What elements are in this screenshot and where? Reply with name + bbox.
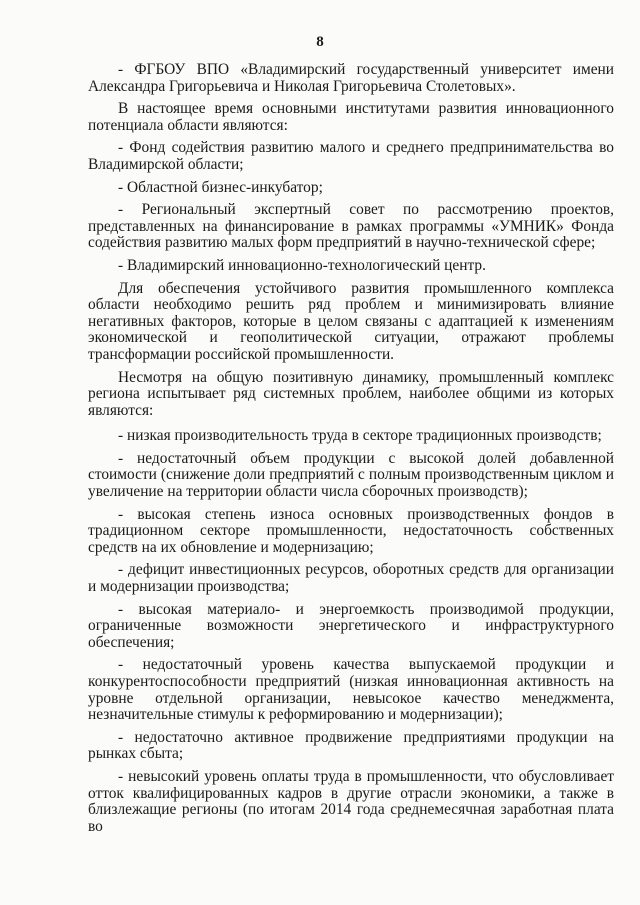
paragraph: - ФГБОУ ВПО «Владимирский государственный университет имени Александра Григорьевича и Николая Григорьевича Столетовых».: [88, 61, 614, 95]
paragraph: - высокая материало- и энергоемкость производимой продукции, ограниченные возможности энергетического и инфраструктурного обеспечения;: [88, 600, 614, 651]
paragraph: Несмотря на общую позитивную динамику, промышленный комплекс региона испытывает ряд системных проблем, наиболее общими из которых являются:: [88, 368, 614, 419]
document-body: [88, 62, 614, 841]
paragraph: Для обеспечения устойчивого развития промышленного комплекса области необходимо решить ряд проблем и минимизировать влияние негативных факторов, которые в целом связаны с адаптацией к изменениям экономической и геополитической ситуации, отражают проблемы трансформации российской промышленности.: [88, 279, 614, 363]
paragraph: - недостаточный уровень качества выпускаемой продукции и конкурентоспособности предприятий (низкая инновационная активность на уровне отдельной организации, невысокое качество менеджмента, незначительные стимулы к реформированию и модернизации);: [88, 656, 614, 724]
paragraph: - низкая производительность труда в секторе традиционных производств;: [118, 427, 602, 445]
paragraph: - дефицит инвестиционных ресурсов, оборотных средств для организации и модернизации производства;: [88, 561, 614, 596]
paragraph: - невысокий уровень оплаты труда в промышленности, что обусловливает отток квалифицированных кадров в другие отрасли экономики, а также в близлежащие регионы (по итогам 2014 года среднемесячная заработная плата во: [88, 767, 614, 835]
paragraph: - недостаточно активное продвижение предприятиями продукции на рынках сбыта;: [88, 728, 614, 763]
paragraph: - Региональный экспертный совет по рассмотрению проектов, представленных на финансирование в рамках программы «УМНИК» Фонда содействия развитию малых форм предприятий в научно-технической сфере;: [88, 201, 614, 252]
paragraph: - недостаточный объем продукции с высокой долей добавленной стоимости (снижение доли предприятий с полным производственным циклом и увеличение на территории области числа сборочных производств);: [88, 449, 614, 501]
paragraph: - высокая степень износа основных производственных фондов в традиционном секторе промышленности, недостаточность собственных средств на их обновление и модернизацию;: [88, 505, 614, 556]
paragraph: - Владимирский инновационно-технологический центр.: [118, 256, 486, 274]
page-number: 8: [316, 34, 324, 50]
paragraph: В настоящее время основными институтами развития инновационного потенциала области являются:: [88, 100, 614, 134]
paragraph: - Фонд содействия развитию малого и среднего предпринимательства во Владимирской области;: [88, 139, 614, 173]
paragraph: - Областной бизнес-инкубатор;: [118, 178, 323, 196]
